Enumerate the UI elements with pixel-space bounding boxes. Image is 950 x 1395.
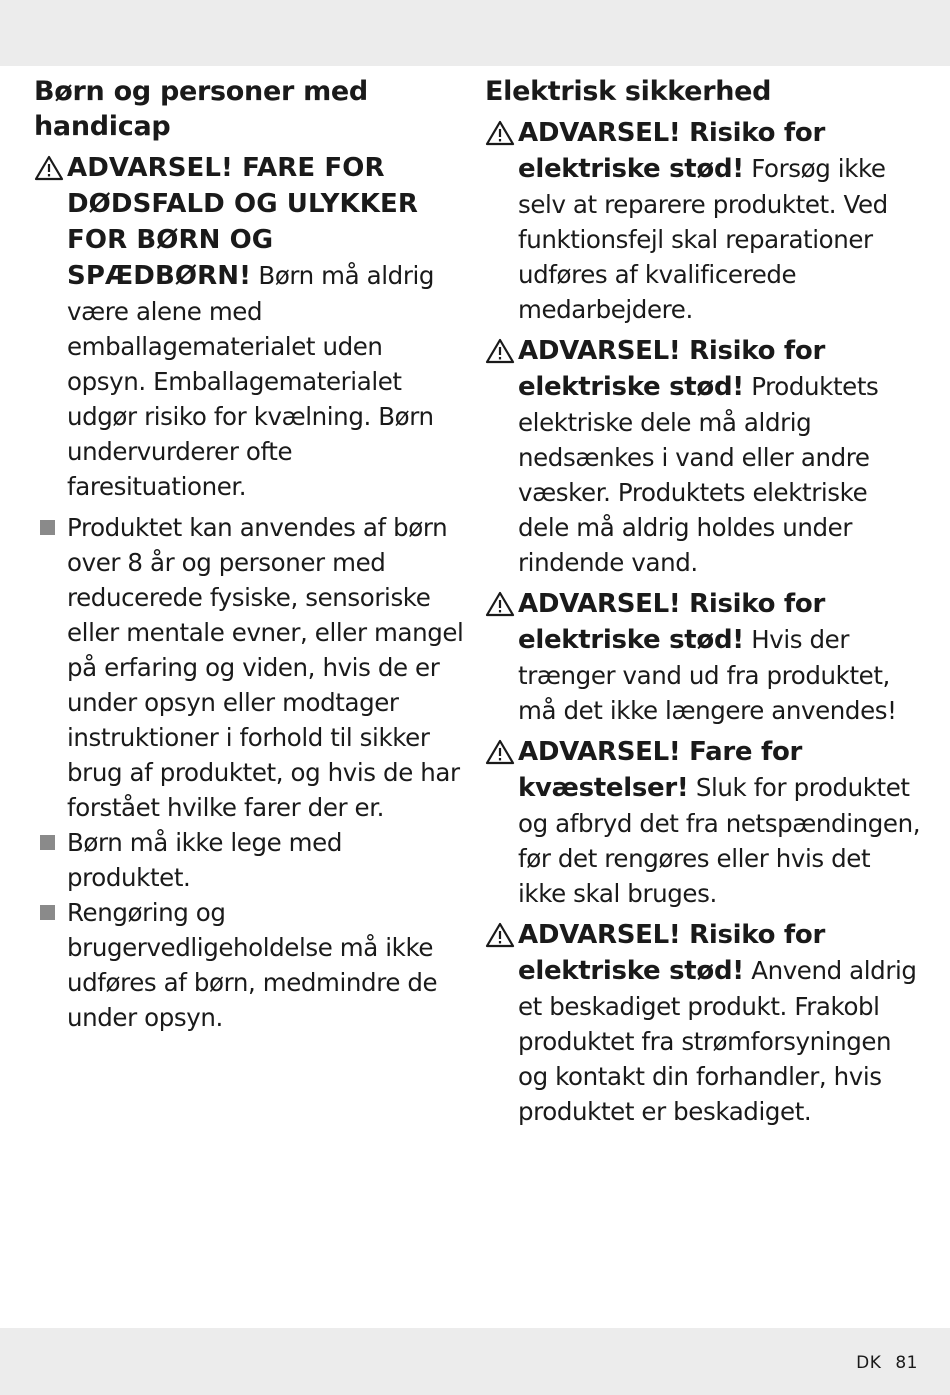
section-heading-electrical: Elektrisk sikkerhed <box>485 76 772 107</box>
warning-title: ADVARSEL! Risiko for elektriske stød! <box>518 336 825 402</box>
top-band <box>0 0 950 66</box>
section-heading-children: Børn og personer med handicap <box>34 76 368 142</box>
warning-block <box>485 917 925 1129</box>
warning-text: Børn må aldrig være alene med emballagematerialet uden opsyn. Emballagematerialet udgør risiko for kvælning. Børn undervurderer ofte faresituationer. <box>67 261 435 501</box>
list-item <box>34 895 466 1035</box>
bottom-band <box>0 1328 950 1395</box>
left-column <box>34 74 466 1035</box>
warning-block <box>485 333 925 580</box>
warning-triangle-icon <box>485 591 515 617</box>
warning-block <box>485 586 925 728</box>
warning-block <box>485 734 925 911</box>
warning-triangle-icon <box>485 338 515 364</box>
list-item-text: Børn må ikke lege med produktet. <box>67 828 342 892</box>
page-footer <box>856 1353 918 1373</box>
list-item-text: Rengøring og brugervedligeholdelse må ikke udføres af børn, medmindre de under opsyn. <box>67 898 438 1032</box>
list-item <box>34 510 466 825</box>
bullet-square-icon <box>40 520 55 535</box>
page-number: 81 <box>895 1353 918 1373</box>
warning-text: Anvend aldrig et beskadiget produkt. Frakobl produktet fra strømforsyningen og kontakt din forhandler, hvis produktet er beskadiget. <box>518 956 917 1126</box>
list-item <box>34 825 466 895</box>
warning-title: ADVARSEL! Risiko for elektriske stød! <box>518 589 825 655</box>
warning-triangle-icon <box>485 739 515 765</box>
language-code: DK <box>856 1353 882 1373</box>
warning-triangle-icon <box>34 155 64 181</box>
warning-text: Produktets elektriske dele må aldrig nedsænkes i vand eller andre væsker. Produktets elektriske dele må aldrig holdes under rindende vand. <box>518 372 879 577</box>
list-item-text: Produktet kan anvendes af børn over 8 år og personer med reducerede fysiske, sensoriske eller mentale evner, eller mangel på erfaring og viden, hvis de er under opsyn eller modtager instruktioner i forhold til sikker brug af produktet, og hvis de har forstået hvilke farer der er. <box>67 513 464 822</box>
warning-title: ADVARSEL! Risiko for elektriske stød! <box>518 118 825 184</box>
warning-text: Forsøg ikke selv at reparere produktet. Ved funktionsfejl skal reparationer udføres af kvalificerede medarbejdere. <box>518 154 888 324</box>
warning-title: ADVARSEL! Fare for kvæstelser! <box>518 737 803 803</box>
warning-text: Sluk for produktet og afbryd det fra netspændingen, før det rengøres eller hvis det ikke skal bruges. <box>518 773 921 908</box>
warning-title: ADVARSEL! FARE FOR DØDSFALD OG ULYKKER FOR BØRN OG SPÆDBØRN! <box>67 153 419 291</box>
warning-triangle-icon <box>485 922 515 948</box>
warning-text: Hvis der trænger vand ud fra produktet, må det ikke længere anvendes! <box>518 625 897 725</box>
right-column <box>485 74 925 1135</box>
bullet-square-icon <box>40 835 55 850</box>
warning-triangle-icon <box>485 120 515 146</box>
warning-title: ADVARSEL! Risiko for elektriske stød! <box>518 920 825 986</box>
warning-block <box>485 115 925 327</box>
warning-block <box>34 150 466 504</box>
bullet-square-icon <box>40 905 55 920</box>
